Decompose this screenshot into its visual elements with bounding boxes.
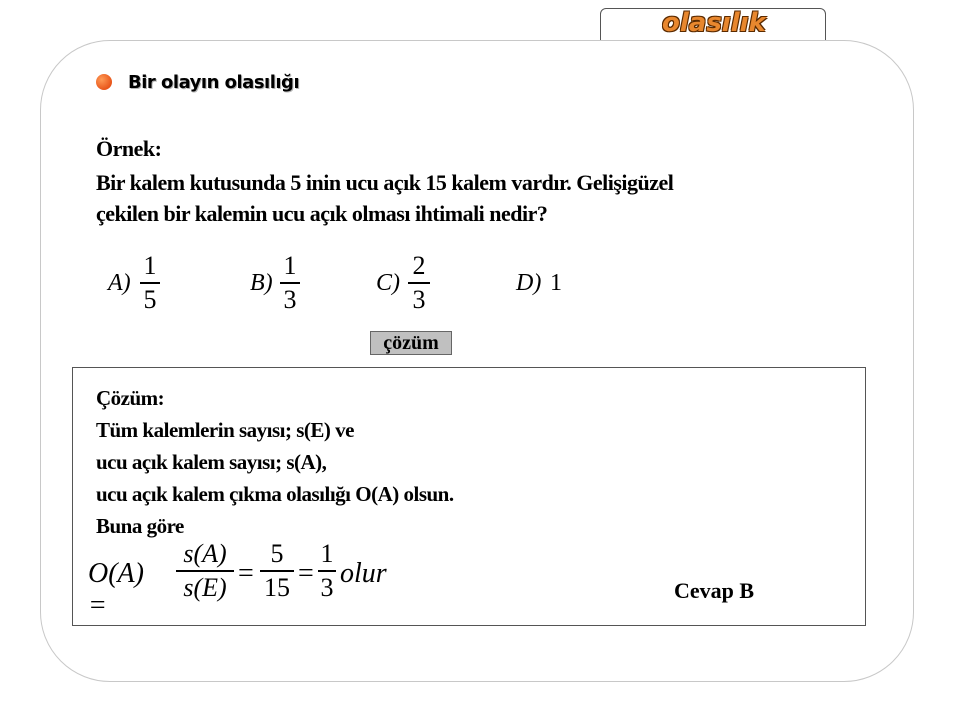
solution-button[interactable]: çözüm (370, 331, 452, 355)
solution-line-4: Buna göre (96, 514, 184, 538)
option-c-numerator: 2 (412, 251, 426, 280)
option-b-fraction (280, 252, 300, 314)
formula-tail: olur (340, 558, 387, 589)
formula-frac2-num: 5 (270, 539, 284, 568)
formula-frac3-num: 1 (320, 539, 334, 568)
formula-eq-2: = (238, 558, 254, 589)
bullet-icon (96, 74, 112, 90)
formula-lhs: O(A) = (88, 558, 144, 621)
solution-title: Çözüm: (96, 386, 165, 410)
fraction-bar (140, 282, 160, 284)
section-heading: Bir olayın olasılığı (128, 72, 300, 93)
option-b-denominator: 3 (283, 285, 297, 314)
option-a-letter: A) (108, 270, 131, 296)
question-line-1: Bir kalem kutusunda 5 inin ucu açık 15 kalem vardır. Gelişigüzel (96, 170, 674, 195)
option-a-numerator: 1 (143, 251, 157, 280)
option-a-denominator: 5 (143, 285, 157, 314)
option-c-fraction (408, 252, 430, 314)
formula-eq-3: = (298, 558, 314, 589)
option-d-value: 1 (550, 270, 562, 296)
solution-line-2: ucu açık kalem sayısı; s(A), (96, 450, 327, 474)
option-b-letter: B) (250, 270, 273, 296)
solution-line-3: ucu açık kalem çıkma olasılığı O(A) olsun. (96, 482, 454, 506)
fraction-bar (280, 282, 300, 284)
formula-fraction-1 (176, 540, 234, 602)
fraction-bar (318, 570, 336, 572)
option-c-letter: C) (376, 270, 400, 296)
formula-fraction-3 (318, 540, 336, 602)
fraction-bar (176, 570, 234, 572)
option-d-letter: D) (516, 270, 542, 296)
solution-line-1: Tüm kalemlerin sayısı; s(E) ve (96, 418, 354, 442)
formula-frac3-den: 3 (320, 573, 334, 602)
formula-frac1-den: s(E) (183, 573, 227, 602)
option-b-numerator: 1 (283, 251, 297, 280)
answer-text: Cevap B (674, 578, 755, 603)
fraction-bar (408, 282, 430, 284)
question-label: Örnek: (96, 136, 162, 161)
logo-text: olasılık (662, 8, 766, 38)
question-line-2: çekilen bir kalemin ucu açık olması ihtimali nedir? (96, 201, 548, 226)
fraction-bar (260, 570, 294, 572)
formula-fraction-2 (260, 540, 294, 602)
option-a-fraction (140, 252, 160, 314)
formula-frac2-den: 15 (264, 573, 290, 602)
option-c-denominator: 3 (412, 285, 426, 314)
formula-frac1-num: s(A) (183, 539, 227, 568)
